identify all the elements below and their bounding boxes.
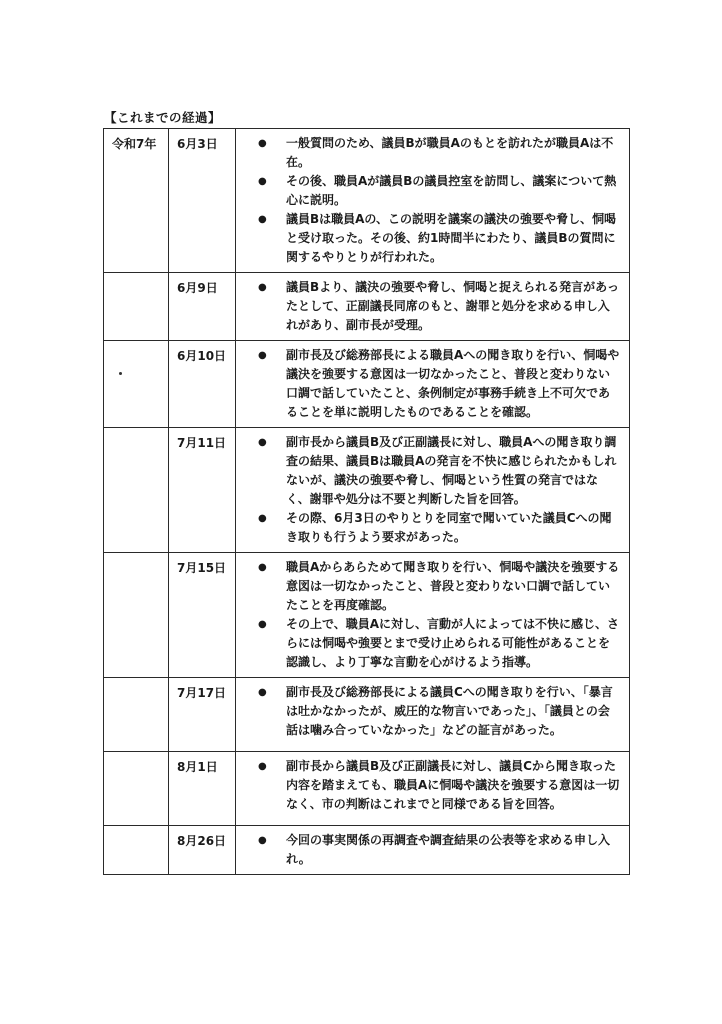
event-item [258, 210, 621, 267]
event-item [258, 134, 621, 172]
events-cell [236, 129, 630, 273]
event-text: 副市長及び総務部長による議員Cへの聞き取りを行い、「暴言は吐かなかったが、威圧的な物言いであった」、「議員との会話は噛み合っていなかった」などの証言があった。 [286, 685, 613, 737]
date-cell [169, 273, 236, 341]
bullet-icon: ● [258, 350, 267, 361]
event-item [258, 509, 621, 547]
date-cell [169, 678, 236, 752]
bullet-icon: ● [258, 619, 267, 630]
era-label [104, 826, 168, 832]
event-item [258, 615, 621, 672]
table-row [104, 553, 630, 678]
date-label: 6月9日 [177, 281, 218, 295]
era-cell [104, 341, 169, 428]
table-row [104, 678, 630, 752]
event-item [258, 831, 621, 869]
events-cell [236, 428, 630, 553]
event-text: 副市長から議員B及び正副議長に対し、職員Aへの聞き取り調査の結果、議員Bは職員Aの発言を不快に感じられたかもしれないが、議決の強要や脅し、恫喝という性質の発言ではなく、謝罪や処分は不要と判断した旨を回答。 [286, 435, 617, 506]
date-label: 8月1日 [177, 760, 218, 774]
event-text: 議員Bは職員Aの、この説明を議案の議決の強要や脅し、恫喝と受け取った。その後、約1時間半にわたり、議員Bの質問に関するやりとりが行われた。 [286, 212, 616, 264]
events-cell [236, 678, 630, 752]
page-title: 【これまでの経過】 [104, 110, 222, 125]
event-item [258, 558, 621, 615]
bullet-icon: ● [258, 835, 267, 846]
event-text: その際、6月3日のやりとりを同室で聞いていた議員Cへの聞き取りも行うよう要求があった。 [286, 511, 612, 544]
event-list [236, 678, 629, 745]
event-list [236, 553, 629, 677]
bullet-icon: ● [258, 282, 267, 293]
event-list [236, 428, 629, 552]
era-cell [104, 752, 169, 826]
event-list [236, 129, 629, 272]
scan-speck [119, 372, 122, 375]
event-list [236, 826, 629, 874]
bullet-icon: ● [258, 138, 267, 149]
event-item [258, 757, 621, 814]
events-cell [236, 752, 630, 826]
date-cell [169, 129, 236, 273]
table-row [104, 826, 630, 875]
event-text: 副市長及び総務部長による職員Aへの聞き取りを行い、恫喝や議決を強要する意図は一切なかったこと、普段と変わりない口調で話していたこと、条例制定が事務手続き上不可欠であることを単に説明したものであることを確認。 [286, 348, 620, 419]
events-cell [236, 273, 630, 341]
table-row [104, 752, 630, 826]
event-list [236, 752, 629, 819]
era-label [104, 678, 168, 684]
era-cell [104, 129, 169, 273]
event-text: 議員Bより、議決の強要や脅し、恫喝と捉えられる発言があったとして、正副議長同席のもと、謝罪と処分を求める申し入れがあり、副市長が受理。 [286, 280, 620, 332]
era-cell [104, 826, 169, 875]
bullet-icon: ● [258, 562, 267, 573]
date-label: 7月11日 [177, 436, 227, 450]
era-label [104, 341, 168, 347]
era-label [104, 428, 168, 434]
era-cell [104, 428, 169, 553]
event-text: その上で、職員Aに対し、言動が人によっては不快に感じ、さらには恫喝や強要とまで受け止められる可能性があることを認識し、より丁寧な言動を心がけるよう指導。 [286, 617, 620, 669]
era-cell [104, 273, 169, 341]
date-label: 6月3日 [177, 137, 218, 151]
date-cell [169, 553, 236, 678]
bullet-icon: ● [258, 761, 267, 772]
date-label: 6月10日 [177, 349, 227, 363]
event-text: 一般質問のため、議員Bが職員Aのもとを訪れたが職員Aは不在。 [286, 136, 614, 169]
date-label: 8月26日 [177, 834, 227, 848]
events-cell [236, 341, 630, 428]
event-text: 職員Aからあらためて聞き取りを行い、恫喝や議決を強要する意図は一切なかったこと、普段と変わりない口調で話していたことを再度確認。 [286, 560, 620, 612]
event-text: 今回の事実関係の再調査や調査結果の公表等を求める申し入れ。 [286, 833, 611, 866]
date-label: 7月15日 [177, 561, 227, 575]
era-cell [104, 553, 169, 678]
bullet-icon: ● [258, 214, 267, 225]
event-list [236, 273, 629, 340]
bullet-icon: ● [258, 687, 267, 698]
event-item [258, 683, 621, 740]
events-cell [236, 826, 630, 875]
table-row [104, 273, 630, 341]
date-cell [169, 428, 236, 553]
timeline-table [103, 128, 630, 875]
event-text: 副市長から議員B及び正副議長に対し、議員Cから聞き取った内容を踏まえても、職員Aに恫喝や議決を強要する意図は一切なく、市の判断はこれまでと同様である旨を回答。 [286, 759, 620, 811]
date-cell [169, 341, 236, 428]
table-row [104, 428, 630, 553]
table-row [104, 341, 630, 428]
era-label [104, 273, 168, 279]
event-item [258, 278, 621, 335]
era-label [104, 752, 168, 758]
event-item [258, 346, 621, 422]
era-label [104, 553, 168, 559]
event-list [236, 341, 629, 427]
table-row [104, 129, 630, 273]
date-cell [169, 826, 236, 875]
era-cell [104, 678, 169, 752]
event-item [258, 433, 621, 509]
event-text: その後、職員Aが議員Bの議員控室を訪問し、議案について熱心に説明。 [286, 174, 617, 207]
bullet-icon: ● [258, 176, 267, 187]
bullet-icon: ● [258, 437, 267, 448]
event-item [258, 172, 621, 210]
era-label: 令和7年 [112, 137, 157, 151]
bullet-icon: ● [258, 513, 267, 524]
date-cell [169, 752, 236, 826]
events-cell [236, 553, 630, 678]
timeline-body [104, 129, 630, 875]
date-label: 7月17日 [177, 686, 227, 700]
